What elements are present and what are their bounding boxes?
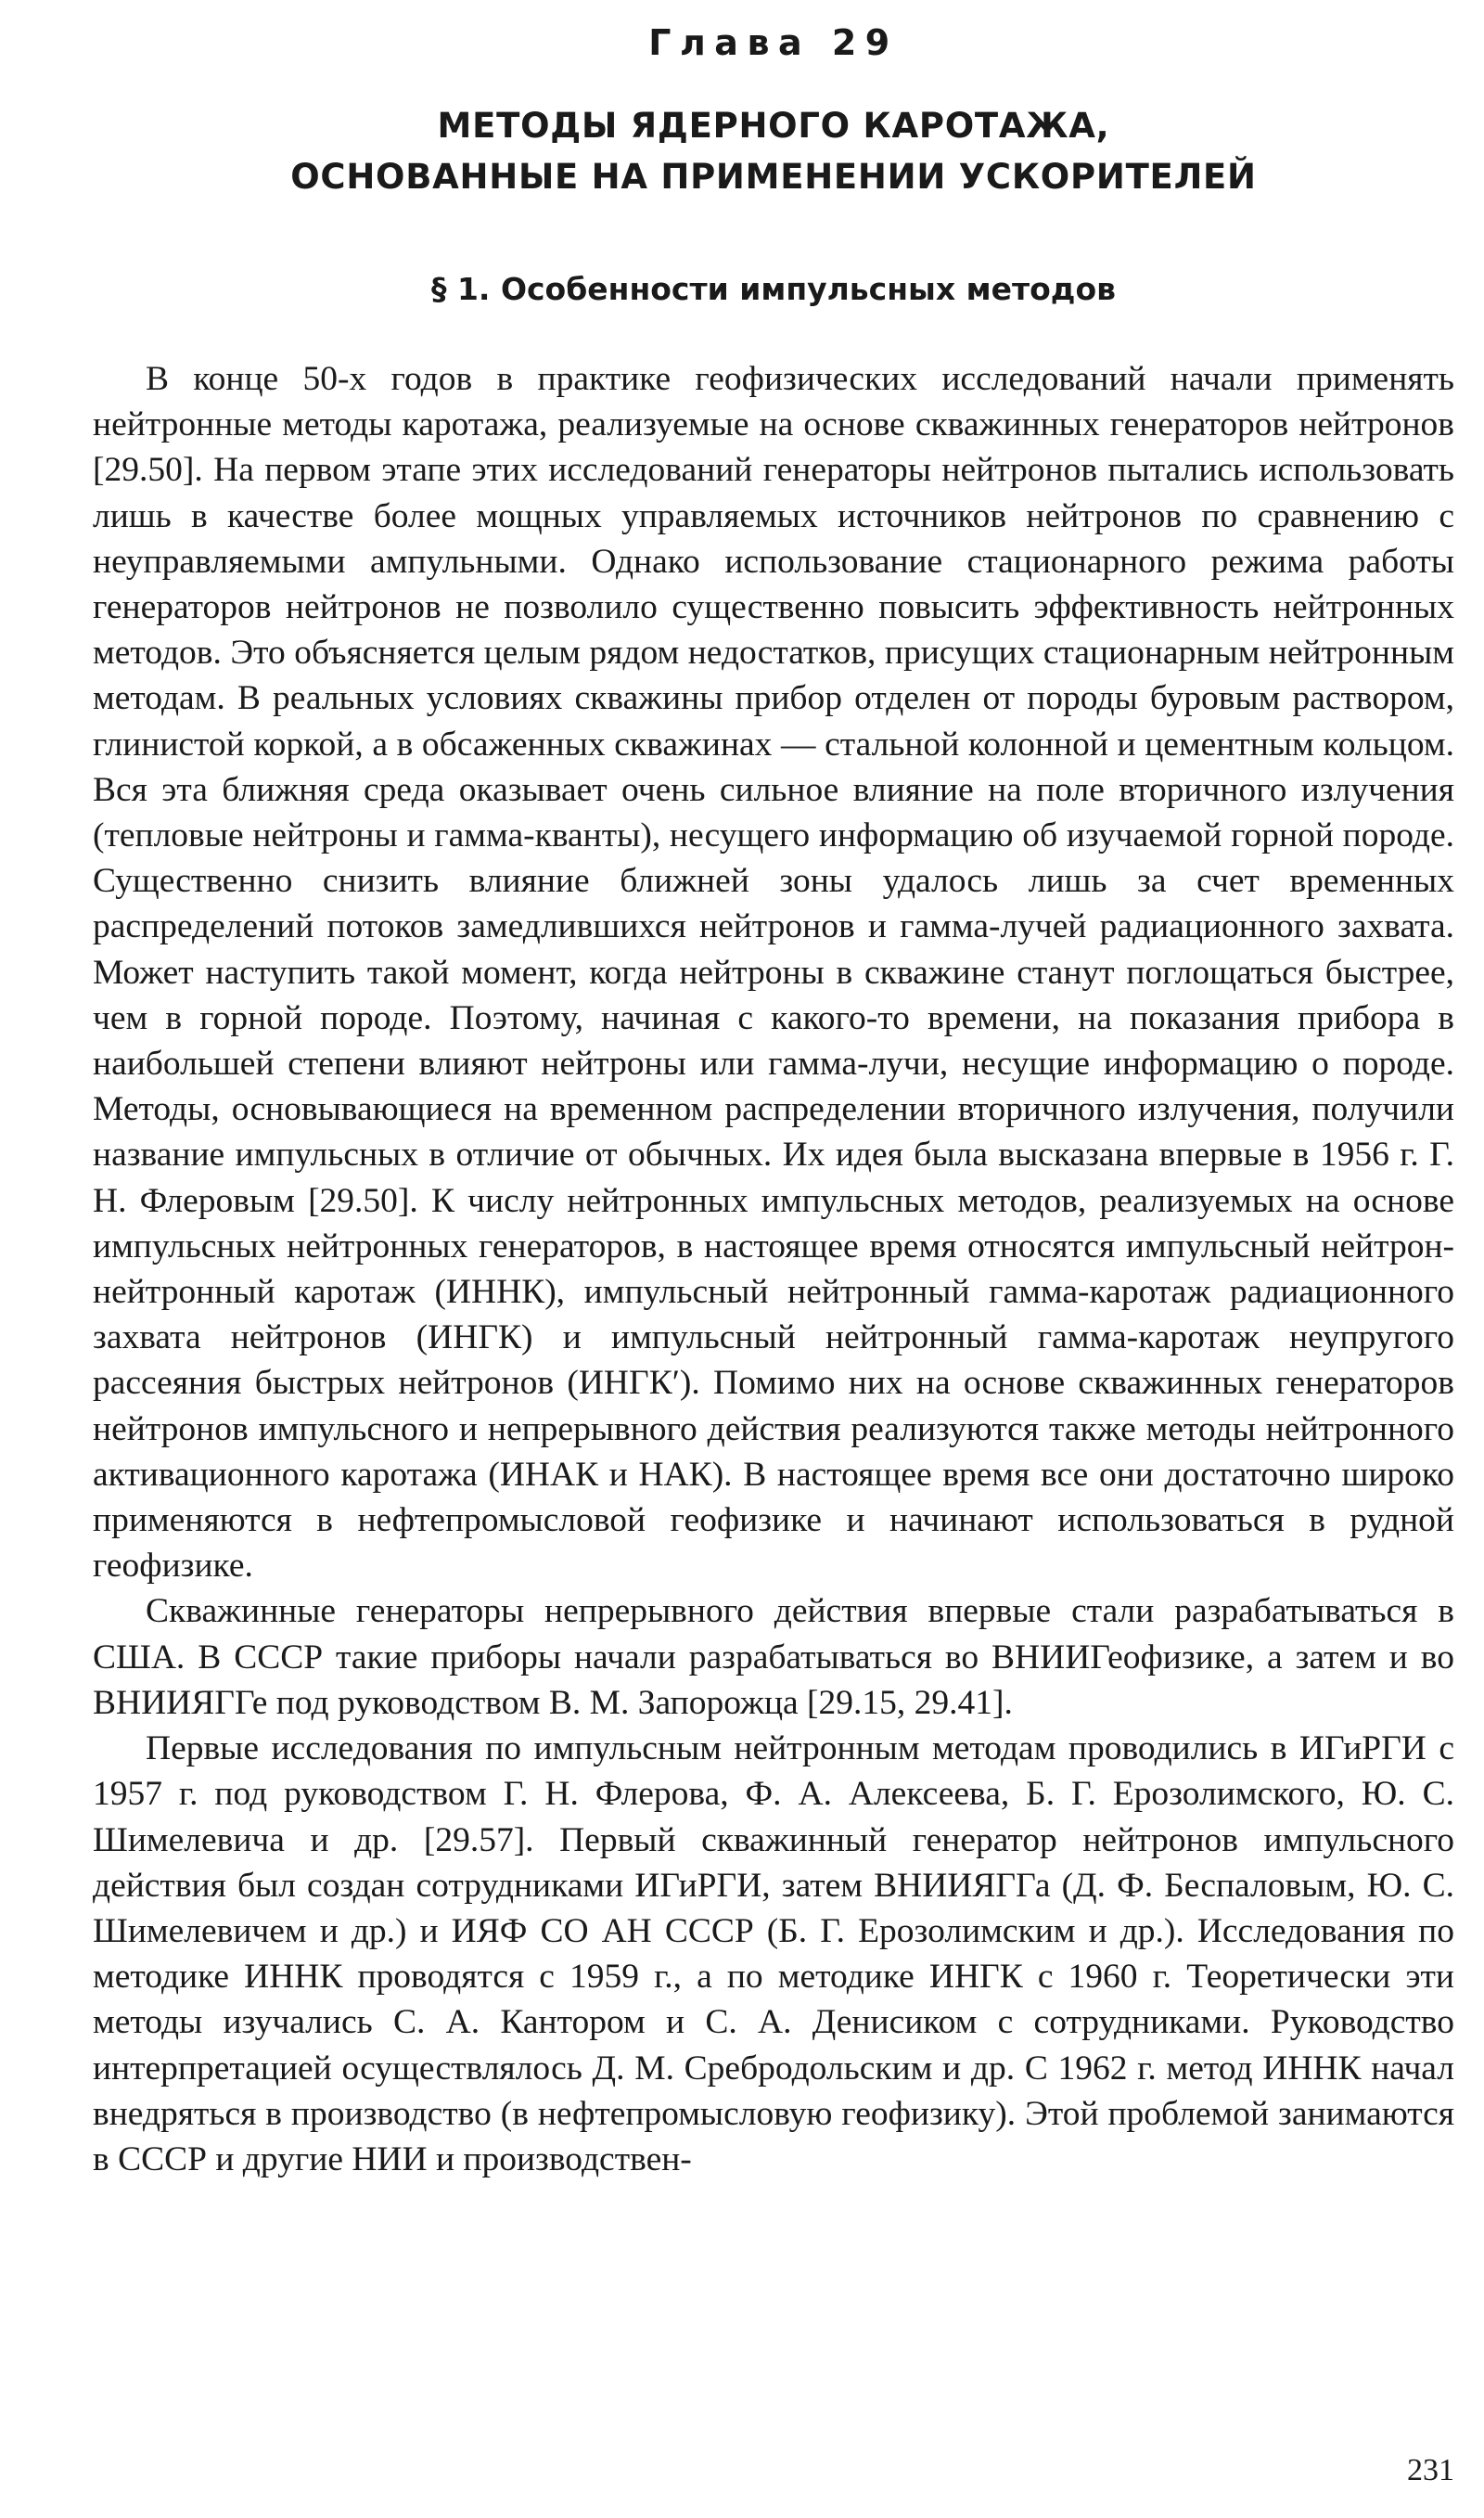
page-number: 231 — [1407, 2453, 1454, 2487]
paragraph-3: Первые исследования по импульсным нейтронным методам проводились в ИГиРГИ с 1957 г. под руководством Г. Н. Флерова, Ф. А. Алексеева, Б. Г. Ерозолимского, Ю. С. Шимелевича и др. [29.57]. Первый скважинный генератор нейтронов импульсного действия был создан сотрудниками ИГиРГИ, затем ВНИИЯГГа (Д. Ф. Беспаловым, Ю. С. Шимелевичем и др.) и ИЯФ СО АН СССР (Б. Г. Ерозолимским и др.). Исследования по методике ИННК проводятся с 1959 г., а по методике ИНГК с 1960 г. Теоретически эти методы изучались С. А. Кантором и С. А. Денисиком с сотрудниками. Руководство интерпретацией осуществлялось Д. М. Сребродольским и др. С 1962 г. метод ИННК начал внедряться в производство (в нефтепромысловую геофизику). Этой проблемой занимаются в СССР и другие НИИ и производствен- — [93, 1729, 1454, 2178]
section-heading: § 1. Особенности импульсных методов — [430, 271, 1117, 307]
chapter-title-line-2: ОСНОВАННЫЕ НА ПРИМЕНЕНИИ УСКОРИТЕЛЕЙ — [290, 157, 1257, 197]
book-page — [93, 0, 1454, 2518]
body-text — [93, 356, 1454, 2182]
paragraph-1: В конце 50-х годов в практике геофизических исследований начали применять нейтронные методы каротажа, реализуемые на основе скважинных генераторов нейтронов [29.50]. На первом этапе этих исследований генераторы нейтронов пытались использовать лишь в качестве более мощных управляемых источников нейтронов по сравнению с неуправляемыми ампульными. Однако использование стационарного режима работы генераторов нейтронов не позволило существенно повысить эффективность нейтронных методов. Это объясняется целым рядом недостатков, присущих стационарным нейтронным методам. В реальных условиях скважины прибор отделен от породы буровым раствором, глинистой коркой, а в обсаженных скважинах — стальной колонной и цементным кольцом. Вся эта ближняя среда оказывает очень сильное влияние на поле вторичного излучения (тепловые нейтроны и гамма-кванты), несущего информацию об изучаемой горной породе. Существенно снизить влияние ближней зоны удалось лишь за счет временных распределений потоков замедлившихся нейтронов и гамма-лучей радиационного захвата. Может наступить такой момент, когда нейтроны в скважине станут поглощаться быстрее, чем в горной породе. Поэтому, начиная с какого-то времени, на показания прибора в наибольшей степени влияют нейтроны или гамма-лучи, несущие информацию о породе. Методы, основывающиеся на временном распределении вторичного излучения, получили название импульсных в отличие от обычных. Их идея была высказана впервые в 1956 г. Г. Н. Флеровым [29.50]. К числу нейтронных импульсных методов, реализуемых на основе импульсных нейтронных генераторов, в настоящее время относятся импульсный нейтрон-нейтронный каротаж (ИННК), импульсный нейтронный гамма-каротаж радиационного захвата нейтронов (ИНГК) и импульсный нейтронный гамма-каротаж неупругого рассеяния быстрых нейтронов (ИНГК′). Помимо них на основе скважинных генераторов нейтронов импульсного и непрерывного действия реализуются также методы нейтронного активационного каротажа (ИНАК и НАК). В настоящее время все они достаточно широко применяются в нефтепромысловой геофизике и начинают использоваться в рудной геофизике. — [93, 360, 1454, 1586]
paragraph-2: Скважинные генераторы непрерывного действия впервые стали разрабатываться в США. В СССР такие приборы начали разрабатываться во ВНИИГеофизике, а затем и во ВНИИЯГГе под руководством В. М. Запорожца [29.15, 29.41]. — [93, 1592, 1454, 1722]
chapter-title-line-1: МЕТОДЫ ЯДЕРНОГО КАРОТАЖА, — [437, 106, 1110, 146]
chapter-heading: Глава 29 — [648, 22, 899, 63]
chapter-title — [93, 100, 1454, 202]
